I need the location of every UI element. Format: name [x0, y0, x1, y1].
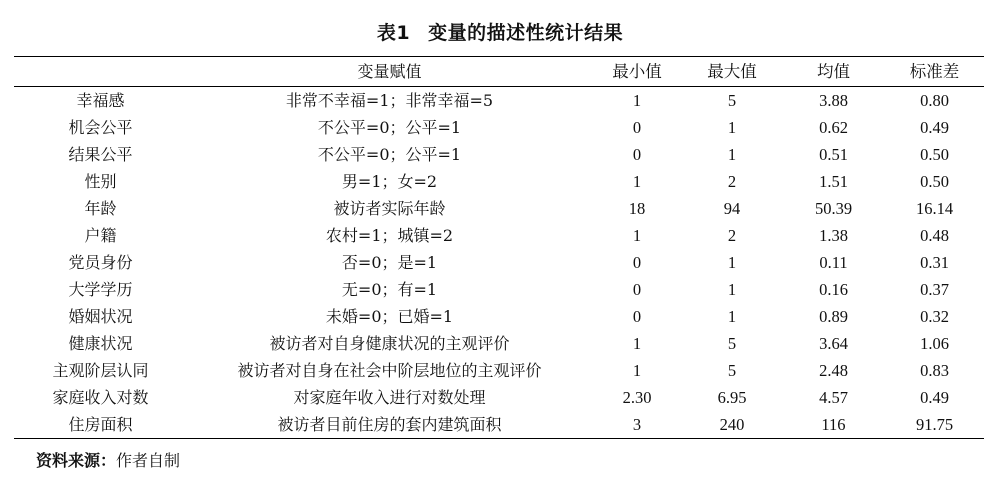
table-row — [14, 141, 984, 168]
table-row — [14, 249, 984, 276]
cell-max: 94 — [723, 199, 741, 218]
table-caption: 变量的描述性统计结果 — [428, 22, 624, 44]
cell-max: 5 — [727, 334, 737, 353]
cell-sd: 91.75 — [915, 415, 954, 434]
table-row — [14, 168, 984, 195]
cell-variable: 大学学历 — [68, 280, 133, 299]
cell-sd: 1.06 — [920, 334, 949, 353]
cell-variable: 党员身份 — [68, 253, 133, 272]
cell-max: 1 — [727, 145, 737, 164]
cell-variable: 年龄 — [84, 199, 117, 218]
table-row — [14, 411, 984, 439]
cell-assignment: 未婚=0；已婚=1 — [325, 307, 454, 326]
cell-mean: 50.39 — [814, 199, 853, 218]
cell-min: 0 — [632, 118, 642, 137]
table-row — [14, 87, 984, 115]
cell-assignment: 否=0；是=1 — [341, 253, 438, 272]
cell-min: 1 — [632, 226, 642, 245]
cell-sd: 16.14 — [915, 199, 954, 218]
cell-assignment: 对家庭年收入进行对数处理 — [293, 388, 486, 407]
table-row — [14, 276, 984, 303]
cell-variable: 机会公平 — [68, 118, 133, 137]
cell-assignment: 被访者对自身在社会中阶层地位的主观评价 — [237, 361, 542, 380]
source-label: 资料来源： — [36, 451, 117, 470]
cell-mean: 0.62 — [819, 118, 848, 137]
source-note — [36, 448, 180, 471]
cell-mean: 0.51 — [819, 145, 848, 164]
cell-assignment: 非常不幸福=1；非常幸福=5 — [285, 91, 494, 110]
cell-variable: 家庭收入对数 — [52, 388, 149, 407]
cell-max: 1 — [727, 253, 737, 272]
statistics-table — [14, 56, 984, 439]
cell-min: 1 — [632, 172, 642, 191]
source-text: 作者自制 — [116, 451, 181, 470]
table-row — [14, 357, 984, 384]
cell-variable: 性别 — [84, 172, 117, 191]
cell-min: 0 — [632, 280, 642, 299]
cell-min: 18 — [628, 199, 646, 218]
cell-min: 0 — [632, 307, 642, 326]
cell-max: 6.95 — [717, 388, 747, 407]
cell-mean: 4.57 — [819, 388, 848, 407]
cell-min: 0 — [632, 145, 642, 164]
cell-max: 5 — [727, 91, 737, 110]
cell-sd: 0.50 — [920, 145, 949, 164]
cell-assignment: 被访者实际年龄 — [333, 199, 446, 218]
cell-variable: 结果公平 — [68, 145, 133, 164]
cell-mean: 116 — [821, 415, 846, 434]
header-min: 最小值 — [612, 62, 662, 81]
cell-max: 5 — [727, 361, 737, 380]
cell-sd: 0.50 — [920, 172, 949, 191]
cell-assignment: 无=0；有=1 — [341, 280, 438, 299]
header-row — [14, 57, 984, 87]
cell-mean: 2.48 — [819, 361, 848, 380]
cell-max: 1 — [727, 118, 737, 137]
header-variable — [14, 57, 187, 87]
cell-assignment: 农村=1；城镇=2 — [325, 226, 454, 245]
cell-variable: 婚姻状况 — [68, 307, 133, 326]
cell-max: 1 — [727, 280, 737, 299]
cell-max: 2 — [727, 172, 737, 191]
cell-sd: 0.49 — [920, 118, 949, 137]
cell-mean: 0.89 — [819, 307, 848, 326]
cell-mean: 1.38 — [819, 226, 848, 245]
cell-min: 1 — [632, 91, 642, 110]
table-row — [14, 384, 984, 411]
cell-mean: 3.64 — [819, 334, 848, 353]
table-row — [14, 195, 984, 222]
header-assignment: 变量赋值 — [357, 62, 422, 81]
cell-max: 2 — [727, 226, 737, 245]
cell-mean: 3.88 — [819, 91, 848, 110]
cell-min: 2.30 — [622, 388, 652, 407]
table-row — [14, 114, 984, 141]
cell-sd: 0.80 — [920, 91, 949, 110]
table-body — [14, 87, 984, 439]
cell-assignment: 被访者对自身健康状况的主观评价 — [269, 334, 510, 353]
cell-sd: 0.32 — [920, 307, 949, 326]
cell-max: 1 — [727, 307, 737, 326]
cell-assignment: 男=1；女=2 — [341, 172, 438, 191]
table-row — [14, 330, 984, 357]
cell-min: 3 — [632, 415, 642, 434]
cell-sd: 0.37 — [920, 280, 949, 299]
cell-variable: 主观阶层认同 — [52, 361, 149, 380]
table-number: 表1 — [376, 22, 411, 44]
cell-sd: 0.48 — [920, 226, 949, 245]
table-row — [14, 303, 984, 330]
cell-min: 1 — [632, 361, 642, 380]
cell-mean: 0.11 — [819, 253, 848, 272]
cell-assignment: 不公平=0；公平=1 — [317, 118, 462, 137]
cell-min: 0 — [632, 253, 642, 272]
table-row — [14, 222, 984, 249]
header-mean: 均值 — [817, 62, 850, 81]
header-sd: 标准差 — [909, 62, 960, 81]
table-title — [0, 18, 1000, 45]
cell-variable: 户籍 — [84, 226, 117, 245]
cell-mean: 0.16 — [819, 280, 848, 299]
cell-variable: 健康状况 — [68, 334, 133, 353]
cell-variable: 幸福感 — [76, 91, 125, 110]
header-max: 最大值 — [707, 62, 757, 81]
cell-max: 240 — [719, 415, 745, 434]
cell-sd: 0.49 — [920, 388, 949, 407]
cell-sd: 0.83 — [920, 361, 949, 380]
cell-variable: 住房面积 — [68, 415, 133, 434]
cell-assignment: 被访者目前住房的套内建筑面积 — [277, 415, 502, 434]
cell-mean: 1.51 — [819, 172, 848, 191]
cell-assignment: 不公平=0；公平=1 — [317, 145, 462, 164]
cell-min: 1 — [632, 334, 642, 353]
cell-sd: 0.31 — [920, 253, 949, 272]
